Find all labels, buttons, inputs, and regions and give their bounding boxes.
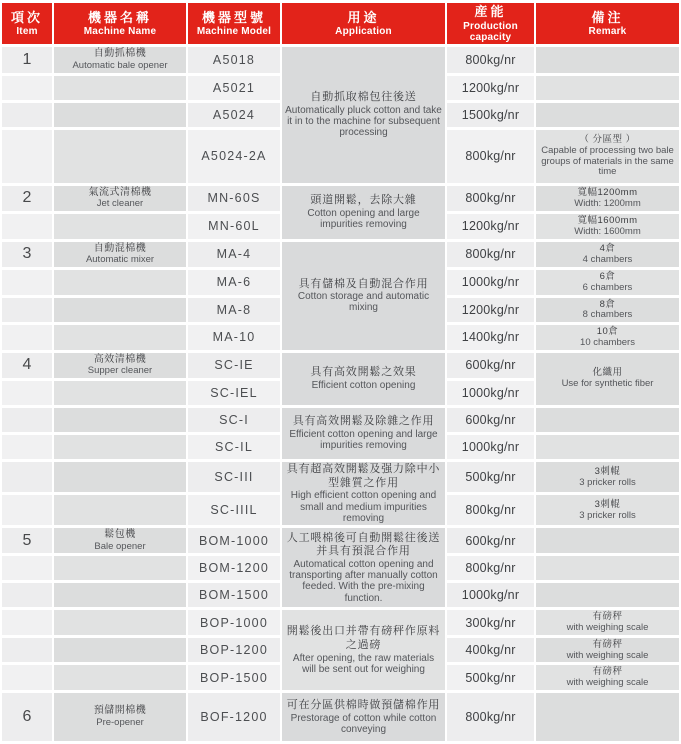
model-cell: BOM-1500 [188, 583, 280, 607]
machine-name-cell [54, 665, 186, 690]
model-cell: A5018 [188, 47, 280, 72]
capacity-cell: 600kg/nr [447, 408, 534, 432]
remark-cell [536, 528, 679, 553]
item-cell [2, 325, 52, 350]
header-row [2, 3, 679, 44]
machine-name-cell [54, 610, 186, 635]
remark-cell [536, 103, 679, 127]
machine-name-cell [54, 495, 186, 525]
machine-name-cell [54, 325, 186, 350]
item-cell [2, 381, 52, 405]
model-cell: SC-IE [188, 353, 280, 378]
item-cell [2, 408, 52, 432]
machine-name-cell [54, 298, 186, 323]
remark-cell [536, 693, 679, 741]
application-cell [282, 693, 445, 741]
table-row [2, 242, 679, 267]
capacity-cell: 800kg/nr [447, 495, 534, 525]
remark-cell [536, 130, 679, 183]
remark-cell [536, 298, 679, 323]
model-cell: BOM-1000 [188, 528, 280, 553]
header-item-en: Item [16, 26, 38, 38]
machine-name-cell [54, 556, 186, 580]
capacity-cell: 1000kg/nr [447, 270, 534, 295]
capacity-cell: 800kg/nr [447, 693, 534, 741]
model-cell: MA-4 [188, 242, 280, 267]
chinese-label: 4倉 [599, 243, 616, 255]
machine-name-cell [54, 693, 186, 741]
remark-cell [536, 556, 679, 580]
item-cell [2, 130, 52, 183]
capacity-cell: 1000kg/nr [447, 583, 534, 607]
model-cell: SC-IEL [188, 381, 280, 405]
chinese-label: 頭道開鬆，去除大雜 [310, 194, 417, 207]
model-cell: A5021 [188, 76, 280, 100]
english-label: with weighing scale [566, 649, 649, 661]
header-remark-zh: 備注 [591, 9, 624, 25]
machine-name-cell [54, 381, 186, 405]
table-row [2, 408, 679, 432]
english-label: with weighing scale [566, 622, 649, 634]
item-cell [2, 638, 52, 663]
header-machine-name-en: Machine Name [83, 26, 157, 38]
remark-cell [536, 495, 679, 525]
item-cell [2, 610, 52, 635]
english-label: High efficient cotton opening and small and medium impurities removing [290, 490, 437, 524]
model-cell: SC-I [188, 408, 280, 432]
remark-cell [536, 47, 679, 72]
english-label: Automatic bale opener [72, 59, 168, 71]
capacity-cell: 800kg/nr [447, 186, 534, 211]
machine-name-cell [54, 353, 186, 378]
chinese-label: 具有超高效開鬆及强力除中小型雜質之作用 [286, 462, 441, 489]
capacity-cell: 800kg/nr [447, 556, 534, 580]
english-label: Width: 1600mm [574, 225, 641, 237]
application-cell [282, 353, 445, 405]
header-remark-en: Remark [588, 26, 627, 38]
item-cell [2, 103, 52, 127]
model-cell: SC-IIIL [188, 495, 280, 525]
remark-cell [536, 270, 679, 295]
table-row [2, 693, 679, 741]
table-row [2, 528, 679, 553]
item-cell: 3 [2, 242, 52, 267]
chinese-label: 化纖用 [592, 367, 623, 379]
remark-cell [536, 76, 679, 100]
header-machine-name-zh: 機器名稱 [87, 9, 152, 25]
table-row [2, 462, 679, 492]
application-cell [282, 408, 445, 459]
item-cell: 4 [2, 353, 52, 378]
chinese-label: 有磅秤 [592, 611, 623, 623]
model-cell: BOP-1000 [188, 610, 280, 635]
chinese-label: 預儲開棉機 [93, 705, 147, 717]
remark-cell [536, 214, 679, 239]
model-cell: MA-10 [188, 325, 280, 350]
item-cell [2, 495, 52, 525]
machine-name-cell [54, 462, 186, 492]
item-cell [2, 556, 52, 580]
table-row [2, 610, 679, 635]
capacity-cell: 1000kg/nr [447, 381, 534, 405]
remark-cell [536, 583, 679, 607]
capacity-cell: 600kg/nr [447, 353, 534, 378]
item-cell [2, 665, 52, 690]
item-cell: 5 [2, 528, 52, 553]
chinese-label: 3刺輥 [594, 498, 621, 510]
item-cell: 2 [2, 186, 52, 211]
capacity-cell: 800kg/nr [447, 130, 534, 183]
remark-cell [536, 665, 679, 690]
chinese-label: 具有高效開鬆之效果 [310, 366, 417, 379]
capacity-cell: 1500kg/nr [447, 103, 534, 127]
machine-name-cell [54, 270, 186, 295]
header-capacity-zh: 産能 [474, 4, 507, 19]
english-label: Pre-opener [96, 716, 144, 728]
application-cell [282, 610, 445, 690]
machine-name-cell [54, 408, 186, 432]
remark-cell [536, 242, 679, 267]
item-cell [2, 214, 52, 239]
chinese-label: 可在分區供棉時做預儲棉作用 [286, 698, 441, 711]
chinese-label: 3刺輥 [594, 465, 621, 477]
chinese-label: 自動抓取棉包往後送 [310, 91, 417, 104]
capacity-cell: 300kg/nr [447, 610, 534, 635]
application-cell [282, 186, 445, 239]
english-label: Prestorage of cotton while cotton conveying [290, 712, 437, 735]
english-label: Automatical cotton opening and transporting after manually cotton feeded. With the pre-mixing function. [289, 559, 438, 604]
english-label: 8 chambers [582, 309, 633, 321]
header-application-en: Application [335, 26, 392, 38]
capacity-cell: 500kg/nr [447, 665, 534, 690]
machine-name-cell [54, 583, 186, 607]
chinese-label: 6倉 [599, 271, 616, 283]
chinese-label: 自動混棉機 [93, 242, 147, 254]
machine-name-cell [54, 242, 186, 267]
remark-cell [536, 186, 679, 211]
item-cell [2, 270, 52, 295]
english-label: Capable of processing two bale groups of materials in the same time [541, 145, 674, 178]
model-cell: MN-60S [188, 186, 280, 211]
header-col-machine-name [54, 3, 186, 44]
item-cell [2, 583, 52, 607]
capacity-cell: 400kg/nr [447, 638, 534, 663]
chinese-label: 具有高效開鬆及除雜之作用 [292, 415, 435, 428]
header-machine-model-en: Machine Model [196, 26, 272, 38]
model-cell: BOP-1500 [188, 665, 280, 690]
item-cell [2, 76, 52, 100]
header-col-machine-model [188, 3, 280, 44]
header-col-application [282, 3, 445, 44]
machine-name-cell [54, 47, 186, 72]
english-label: 4 chambers [582, 253, 633, 265]
machine-name-cell [54, 528, 186, 553]
header-col-capacity [447, 3, 534, 44]
machine-name-cell [54, 76, 186, 100]
table-row [2, 47, 679, 72]
machine-name-cell [54, 186, 186, 211]
header-machine-model-zh: 機器型號 [201, 9, 266, 25]
machine-name-cell [54, 130, 186, 183]
chinese-label: 有磅秤 [592, 666, 623, 678]
remark-cell [536, 610, 679, 635]
remark-cell [536, 325, 679, 350]
machine-name-cell [54, 435, 186, 459]
english-label: After opening, the raw materials will be sent out for weighing [292, 652, 435, 675]
item-cell: 6 [2, 693, 52, 741]
application-cell [282, 462, 445, 525]
english-label: Automatic mixer [85, 254, 155, 266]
application-cell [282, 528, 445, 607]
header-col-remark [536, 3, 679, 44]
remark-cell [536, 462, 679, 492]
application-cell [282, 47, 445, 182]
remark-cell [536, 353, 679, 405]
chinese-label: 有磅秤 [592, 638, 623, 650]
item-cell [2, 435, 52, 459]
header-item-zh: 項次 [10, 9, 43, 25]
table-row [2, 353, 679, 378]
english-label: Cotton storage and automatic mixing [297, 291, 430, 314]
english-label: 3 pricker rolls [579, 476, 636, 488]
english-label: with weighing scale [566, 677, 649, 689]
chinese-label: 人工喂棉後可自動開鬆往後送并具有預混合作用 [286, 531, 441, 558]
english-label: Efficient cotton opening [311, 380, 416, 392]
english-label: Width: 1200mm [574, 198, 641, 210]
chinese-label: （ 分區型 ） [579, 134, 636, 146]
remark-cell [536, 435, 679, 459]
model-cell: SC-III [188, 462, 280, 492]
table-row [2, 186, 679, 211]
chinese-label: 高效清棉機 [93, 353, 147, 365]
item-cell [2, 462, 52, 492]
chinese-label: 寬幅1200mm [577, 187, 638, 199]
english-label: Use for synthetic fiber [561, 378, 654, 390]
english-label: Automatically pluck cotton and take it in to the machine for subsequent processing [285, 105, 442, 139]
capacity-cell: 1200kg/nr [447, 76, 534, 100]
header-col-item [2, 3, 52, 44]
english-label: Jet cleaner [96, 198, 144, 210]
remark-cell [536, 638, 679, 663]
capacity-cell: 800kg/nr [447, 242, 534, 267]
capacity-cell: 1200kg/nr [447, 214, 534, 239]
english-label: 10 chambers [580, 336, 635, 348]
chinese-label: 8倉 [599, 298, 616, 310]
chinese-label: 開鬆後出口并帶有磅秤作原料之過磅 [286, 625, 441, 651]
chinese-label: 自動抓棉機 [93, 48, 147, 60]
item-cell: 1 [2, 47, 52, 72]
model-cell: BOP-1200 [188, 638, 280, 663]
capacity-cell: 500kg/nr [447, 462, 534, 492]
machine-name-cell [54, 103, 186, 127]
machine-name-cell [54, 214, 186, 239]
english-label: 6 chambers [582, 281, 633, 293]
chinese-label: 氣流式清棉機 [88, 186, 152, 198]
model-cell: MA-6 [188, 270, 280, 295]
capacity-cell: 1400kg/nr [447, 325, 534, 350]
capacity-cell: 1200kg/nr [447, 298, 534, 323]
chinese-label: 鬆包機 [104, 529, 136, 541]
english-label: Bale opener [94, 540, 146, 552]
model-cell: A5024-2A [188, 130, 280, 183]
application-cell [282, 242, 445, 350]
english-label: Supper cleaner [87, 365, 153, 377]
english-label: 3 pricker rolls [579, 509, 636, 521]
chinese-label: 寬幅1600mm [577, 215, 638, 227]
capacity-cell: 1000kg/nr [447, 435, 534, 459]
header-capacity-en: Production capacity [463, 20, 518, 44]
model-cell: MA-8 [188, 298, 280, 323]
header-application-zh: 用途 [347, 9, 380, 25]
model-cell: BOF-1200 [188, 693, 280, 741]
model-cell: A5024 [188, 103, 280, 127]
model-cell: BOM-1200 [188, 556, 280, 580]
capacity-cell: 600kg/nr [447, 528, 534, 553]
chinese-label: 10倉 [596, 326, 619, 338]
model-cell: SC-IL [188, 435, 280, 459]
machine-name-cell [54, 638, 186, 663]
item-cell [2, 298, 52, 323]
capacity-cell: 800kg/nr [447, 47, 534, 72]
chinese-label: 具有儲棉及自動混合作用 [298, 277, 429, 290]
english-label: Cotton opening and large impurities removing [307, 207, 420, 231]
english-label: Efficient cotton opening and large impurities removing [289, 429, 438, 452]
model-cell: MN-60L [188, 214, 280, 239]
remark-cell [536, 408, 679, 432]
